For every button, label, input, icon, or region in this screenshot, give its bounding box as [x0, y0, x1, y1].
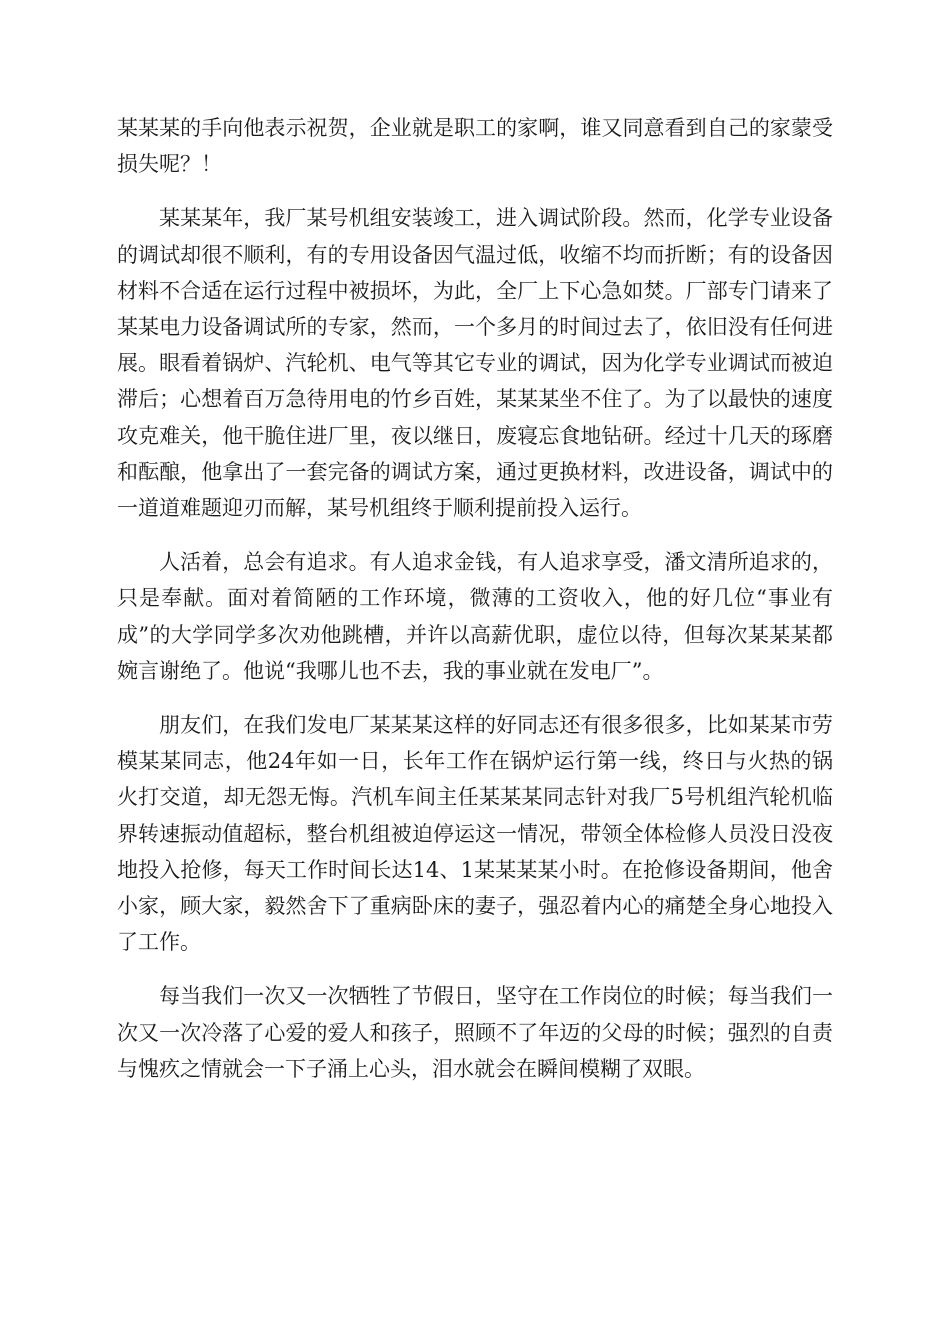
- paragraph-1: 某某某的手向他表示祝贺，企业就是职工的家啊，谁又同意看到自己的家蒙受损失呢？！: [117, 116, 833, 177]
- paragraph-3: 人活着，总会有追求。有人追求金钱，有人追求享受，潘文清所追求的，只是奉献。面对着简陋的工作环境，微薄的工资收入，他的好几位“事业有成”的大学同学多次劝他跳槽，并许以高薪优职，虚位以待，但每次某某某都婉言谢绝了。他说“我哪儿也不去，我的事业就在发电厂”。: [117, 550, 833, 683]
- paragraph-5: 每当我们一次又一次牺牲了节假日，坚守在工作岗位的时候；每当我们一次又一次冷落了心爱的爱人和孩子，照顾不了年迈的父母的时候；强烈的自责与愧疚之情就会一下子涌上心头，泪水就会在瞬间模糊了双眼。: [117, 984, 833, 1081]
- document-body: [117, 110, 833, 1105]
- paragraph-2: 某某某年，我厂某号机组安装竣工，进入调试阶段。然而，化学专业设备的调试却很不顺利，有的专用设备因气温过低，收缩不均而折断；有的设备因材料不合适在运行过程中被损坏，为此，全厂上下心急如焚。厂部专门请来了某某电力设备调试所的专家，然而，一个多月的时间过去了，依旧没有任何进展。眼看着锅炉、汽轮机、电气等其它专业的调试，因为化学专业调试而被迫滞后；心想着百万急待用电的竹乡百姓，某某某坐不住了。为了以最快的速度攻克难关，他干脆住进厂里，夜以继日，废寝忘食地钻研。经过十几天的琢磨和酝酿，他拿出了一套完备的调试方案，通过更换材料，改进设备，调试中的一道道难题迎刃而解，某号机组终于顺利提前投入运行。: [117, 206, 833, 521]
- paragraph-4: 朋友们，在我们发电厂某某某这样的好同志还有很多很多，比如某某市劳模某某同志，他24年如一日，长年工作在锅炉运行第一线，终日与火热的锅火打交道，却无怨无悔。汽机车间主任某某某同志针对我厂5号机组汽轮机临界转速振动值超标，整台机组被迫停运这一情况，带领全体检修人员没日没夜地投入抢修，每天工作时间长达14、1某某某某小时。在抢修设备期间，他舍小家，顾大家，毅然舍下了重病卧床的妻子，强忍着内心的痛楚全身心地投入了工作。: [117, 713, 833, 955]
